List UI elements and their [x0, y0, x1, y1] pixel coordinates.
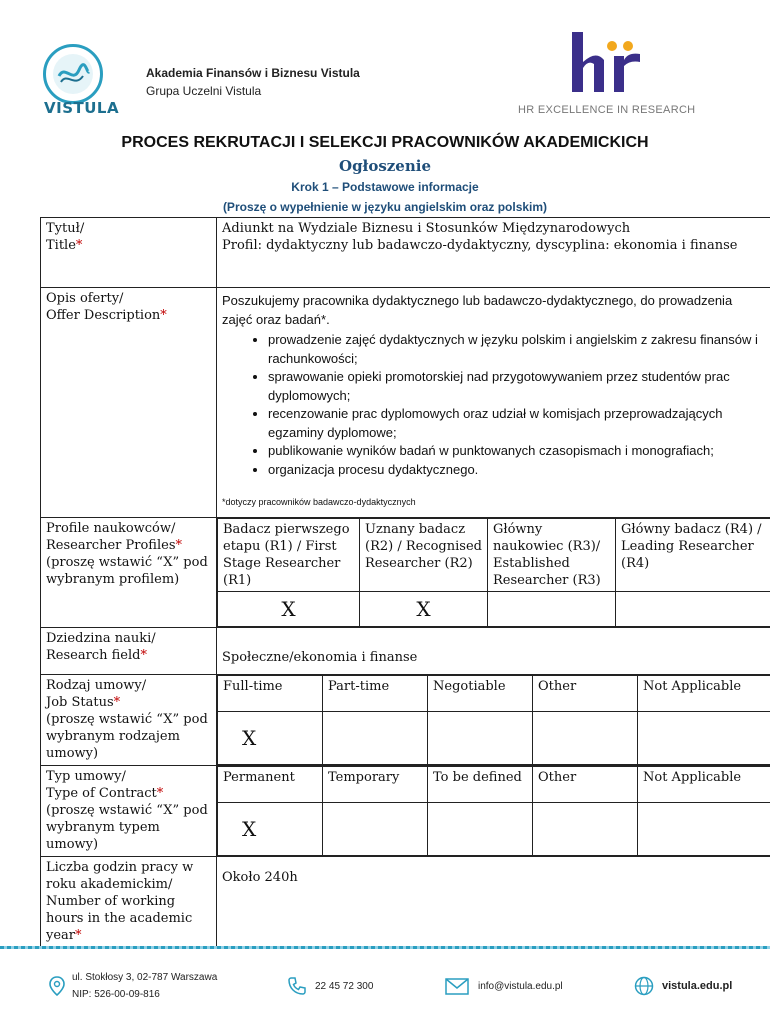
footer-divider — [0, 946, 770, 949]
profile-r3-label: Główny naukowiec (R3)/ Established Researcher (R3) — [488, 519, 616, 592]
contract-label: Typ umowy/ Type of Contract* (proszę wstawić “X” pod wybranym typem umowy) — [41, 766, 217, 857]
duties-list — [222, 331, 765, 479]
offer-footnote: *dotyczy pracowników badawczo-dydaktycznych — [222, 497, 416, 507]
title-value[interactable]: Adiunkt na Wydziale Biznesu i Stosunków Międzynarodowych Profil: dydaktyczny lub badawczo-dydaktyczny, dyscyplina: ekonomia i finanse — [217, 218, 770, 288]
list-item: • sprawowanie opieki promotorskiej nad przygotowywaniem przez studentów prac dyplomowych; — [268, 368, 765, 405]
profile-r1-label: Badacz pierwszego etapu (R1) / First Stage Researcher (R1) — [218, 519, 360, 592]
title-label: Tytuł/ Title* — [41, 218, 217, 288]
field-label: Dziedzina nauki/ Research field* — [41, 628, 217, 675]
contract-option-other: Other — [533, 767, 638, 803]
contract-mark-other[interactable] — [533, 803, 638, 856]
list-item: • recenzowanie prac dyplomowych oraz udział w komisjach przeprowadzających egzaminy dyplomowe; — [268, 405, 765, 442]
form-row-profiles — [41, 518, 770, 628]
job-mark-full-time[interactable]: X — [218, 712, 323, 765]
footer-phone[interactable]: 22 45 72 300 — [315, 981, 374, 992]
contract-option-to-be-defined: To be defined — [428, 767, 533, 803]
list-item: • organizacja procesu dydaktycznego. — [268, 461, 765, 480]
form-row-job — [41, 675, 770, 766]
page-header — [0, 0, 770, 125]
job-label: Rodzaj umowy/ Job Status* (proszę wstawić “X” pod wybranym rodzajem umowy) — [41, 675, 217, 766]
job-option-other: Other — [533, 676, 638, 712]
contract-mark-permanent[interactable]: X — [218, 803, 323, 856]
logo-wordmark: VISTULA — [44, 99, 120, 117]
footer-nip: NIP: 526-00-09-816 — [72, 989, 160, 1000]
phone-icon — [286, 975, 308, 997]
profile-r2-mark[interactable]: X — [360, 592, 488, 627]
form-row-title — [41, 218, 770, 288]
instruction-text: (Proszę o wypełnienie w języku angielskim oraz polskim) — [222, 200, 548, 214]
vistula-logo-icon — [43, 44, 103, 104]
field-value[interactable]: Społeczne/ekonomia i finanse — [217, 628, 770, 675]
announcement-heading: Ogłoszenie — [339, 157, 431, 175]
org-subtitle: Grupa Uczelni Vistula — [146, 84, 262, 98]
contract-option-permanent: Permanent — [218, 767, 323, 803]
form-row-contract — [41, 766, 770, 857]
footer-website[interactable]: vistula.edu.pl — [662, 980, 733, 992]
email-icon — [444, 975, 470, 997]
recruitment-form — [40, 217, 770, 947]
profile-r4-label: Główny badacz (R4) / Leading Researcher (R4) — [616, 519, 770, 592]
hr-excellence-logo-icon — [568, 30, 648, 102]
org-name: Akademia Finansów i Biznesu Vistula — [146, 66, 360, 80]
page-title: PROCES REKRUTACJI I SELEKCJI PRACOWNIKÓW AKADEMICKICH — [121, 134, 649, 151]
job-grid — [217, 675, 770, 766]
profiles-label: Profile naukowców/ Researcher Profiles* (proszę wstawić “X” pod wybranym profilem) — [41, 518, 217, 628]
list-item: • publikowanie wyników badań w punktowanych czasopismach i monografiach; — [268, 442, 765, 461]
contract-option-temporary: Temporary — [323, 767, 428, 803]
contract-option-not-applicable: Not Applicable — [638, 767, 770, 803]
profiles-grid — [217, 518, 770, 628]
form-row-hours — [41, 857, 770, 947]
footer-email[interactable]: info@vistula.edu.pl — [478, 981, 563, 992]
contract-grid — [217, 766, 770, 857]
job-mark-part-time[interactable] — [323, 712, 428, 765]
contract-mark-to-be-defined[interactable] — [428, 803, 533, 856]
hours-label: Liczba godzin pracy w roku akademickim/ Number of working hours in the academic year* — [41, 857, 217, 947]
hr-caption: HR EXCELLENCE IN RESEARCH — [518, 104, 696, 116]
offer-description[interactable]: Poszukujemy pracownika dydaktycznego lub badawczo-dydaktycznego, do prowadzenia zajęć oraz badań*. • prowadzenie zajęć dydaktycznych w języku polskim i angielskim z zakresu finansów i rachunkowości; • sprawowanie opieki promotorskiej nad przygotowywaniem przez studentów prac dyplomowych; • recenzowanie prac dyplomowych oraz udział w komisjach przeprowadzających egzaminy dyplomowe; • publikowanie wyników badań w punktowanych czasopismach i monografiach; • organizacja procesu dydaktycznego. *dotyczy pracowników badawczo-dydaktycznych — [217, 288, 770, 518]
job-option-negotiable: Negotiable — [428, 676, 533, 712]
list-item: • prowadzenie zajęć dydaktycznych w języku polskim i angielskim z zakresu finansów i rachunkowości; — [268, 331, 765, 368]
profile-r3-mark[interactable] — [488, 592, 616, 627]
form-row-offer — [41, 288, 770, 518]
job-option-part-time: Part-time — [323, 676, 428, 712]
job-option-full-time: Full-time — [218, 676, 323, 712]
step-heading: Krok 1 – Podstawowe informacje — [291, 180, 479, 194]
offer-label: Opis oferty/ Offer Description* — [41, 288, 217, 518]
profile-r2-label: Uznany badacz (R2) / Recognised Researcher (R2) — [360, 519, 488, 592]
footer-address: ul. Stokłosy 3, 02-787 Warszawa — [72, 972, 218, 983]
location-pin-icon — [46, 975, 68, 997]
contract-mark-not-applicable[interactable] — [638, 803, 770, 856]
globe-icon — [633, 975, 655, 997]
form-row-field — [41, 628, 770, 675]
job-mark-other[interactable] — [533, 712, 638, 765]
hours-value[interactable]: Około 240h — [217, 857, 770, 947]
profile-r1-mark[interactable]: X — [218, 592, 360, 627]
job-mark-negotiable[interactable] — [428, 712, 533, 765]
profile-r4-mark[interactable] — [616, 592, 770, 627]
contract-mark-temporary[interactable] — [323, 803, 428, 856]
job-option-not-applicable: Not Applicable — [638, 676, 770, 712]
job-mark-not-applicable[interactable] — [638, 712, 770, 765]
